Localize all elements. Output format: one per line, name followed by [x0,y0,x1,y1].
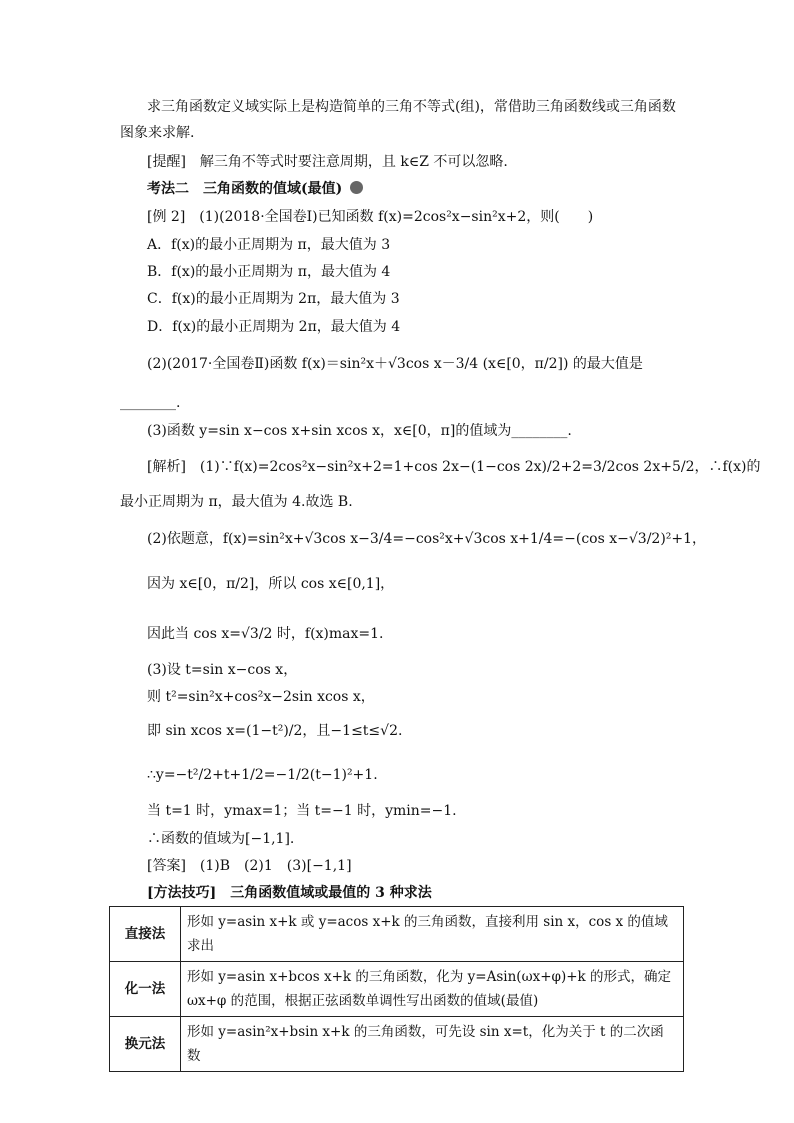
solution-part-1: [解析] (1)∵f(x)=2cos²x−sin²x+2=1+cos 2x−(1−cos 2x)/2+2=3/2cos 2x+5/2，∴f(x)的 [147,459,761,475]
table-row [110,1017,684,1072]
paragraph-domain-summary-cont: 图象来求解. [120,125,195,141]
methods-table [109,906,684,1072]
method-description: 形如 y=asin²x+bsin x+k 的三角函数，可先设 sin x=t，化为关于 t 的二次函数 [181,1017,684,1072]
solution-part-1-cont: 最小正周期为 π，最大值为 4.故选 B. [120,494,353,510]
example-2-question-1: [例 2] (1)(2018·全国卷Ⅰ)已知函数 f(x)=2cos²x−sin²x+2，则( ) [147,209,594,225]
section-heading-text: 考法二 三角函数的值域(最值) [147,181,343,197]
table-row [110,907,684,962]
answer-blank: ________. [120,395,181,411]
option-a: A．f(x)的最小正周期为 π，最大值为 3 [147,237,391,253]
solution-part-2-max: 因此当 cos x=√3/2 时，f(x)max=1. [147,626,384,642]
example-2-question-3: (3)函数 y=sin x−cos x+sin xcos x，x∈[0，π]的值域为________. [147,423,572,439]
solution-part-3-sub: (3)设 t=sin x−cos x， [147,662,298,678]
solution-part-3-product: 即 sin xcos x=(1−t²)/2，且−1≤t≤√2. [147,723,403,739]
method-description: 形如 y=asin x+k 或 y=acos x+k 的三角函数，直接利用 sin x，cos x 的值域求出 [181,907,684,962]
solution-part-2: (2)依题意，f(x)=sin²x+√3cos x−3/4=−cos²x+√3cos x+1/4=−(cos x−√3/2)²+1， [147,531,707,547]
option-c: C．f(x)的最小正周期为 2π，最大值为 3 [147,291,400,307]
method-tips-heading: [方法技巧] 三角函数值域或最值的 3 种求法 [147,885,432,901]
solution-part-3-extrema: 当 t=1 时，ymax=1；当 t=−1 时，ymin=−1. [147,803,457,819]
method-name: 换元法 [110,1017,181,1072]
solution-part-3-quadratic: ∴y=−t²/2+t+1/2=−1/2(t−1)²+1. [147,767,378,783]
bullet-dot-icon [350,181,363,194]
solution-part-3-square: 则 t²=sin²x+cos²x−2sin xcos x， [147,689,375,705]
reminder-note: [提醒] 解三角不等式时要注意周期，且 k∈Z 不可以忽略. [147,154,508,170]
section-heading [147,180,363,198]
method-description: 形如 y=asin x+bcos x+k 的三角函数，化为 y=Asin(ωx+φ)+k 的形式，确定 ωx+φ 的范围，根据正弦函数单调性写出函数的值域(最值) [181,962,684,1017]
paragraph-domain-summary: 求三角函数定义域实际上是构造简单的三角不等式(组)，常借助三角函数线或三角函数 [147,99,676,115]
solution-part-3-range: ∴函数的值域为[−1,1]. [147,831,295,847]
table-row [110,962,684,1017]
option-b: B．f(x)的最小正周期为 π，最大值为 4 [147,264,391,280]
method-name: 化一法 [110,962,181,1017]
option-d: D．f(x)的最小正周期为 2π，最大值为 4 [147,319,401,335]
solution-part-2-range: 因为 x∈[0，π/2]，所以 cos x∈[0,1]， [147,576,395,592]
example-2-question-2: (2)(2017·全国卷Ⅱ)函数 f(x)＝sin²x＋√3cos x－3/4 (x∈[0，π/2]) 的最大值是 [147,356,643,372]
method-name: 直接法 [110,907,181,962]
answer-line: [答案] (1)B (2)1 (3)[−1,1] [147,858,352,874]
